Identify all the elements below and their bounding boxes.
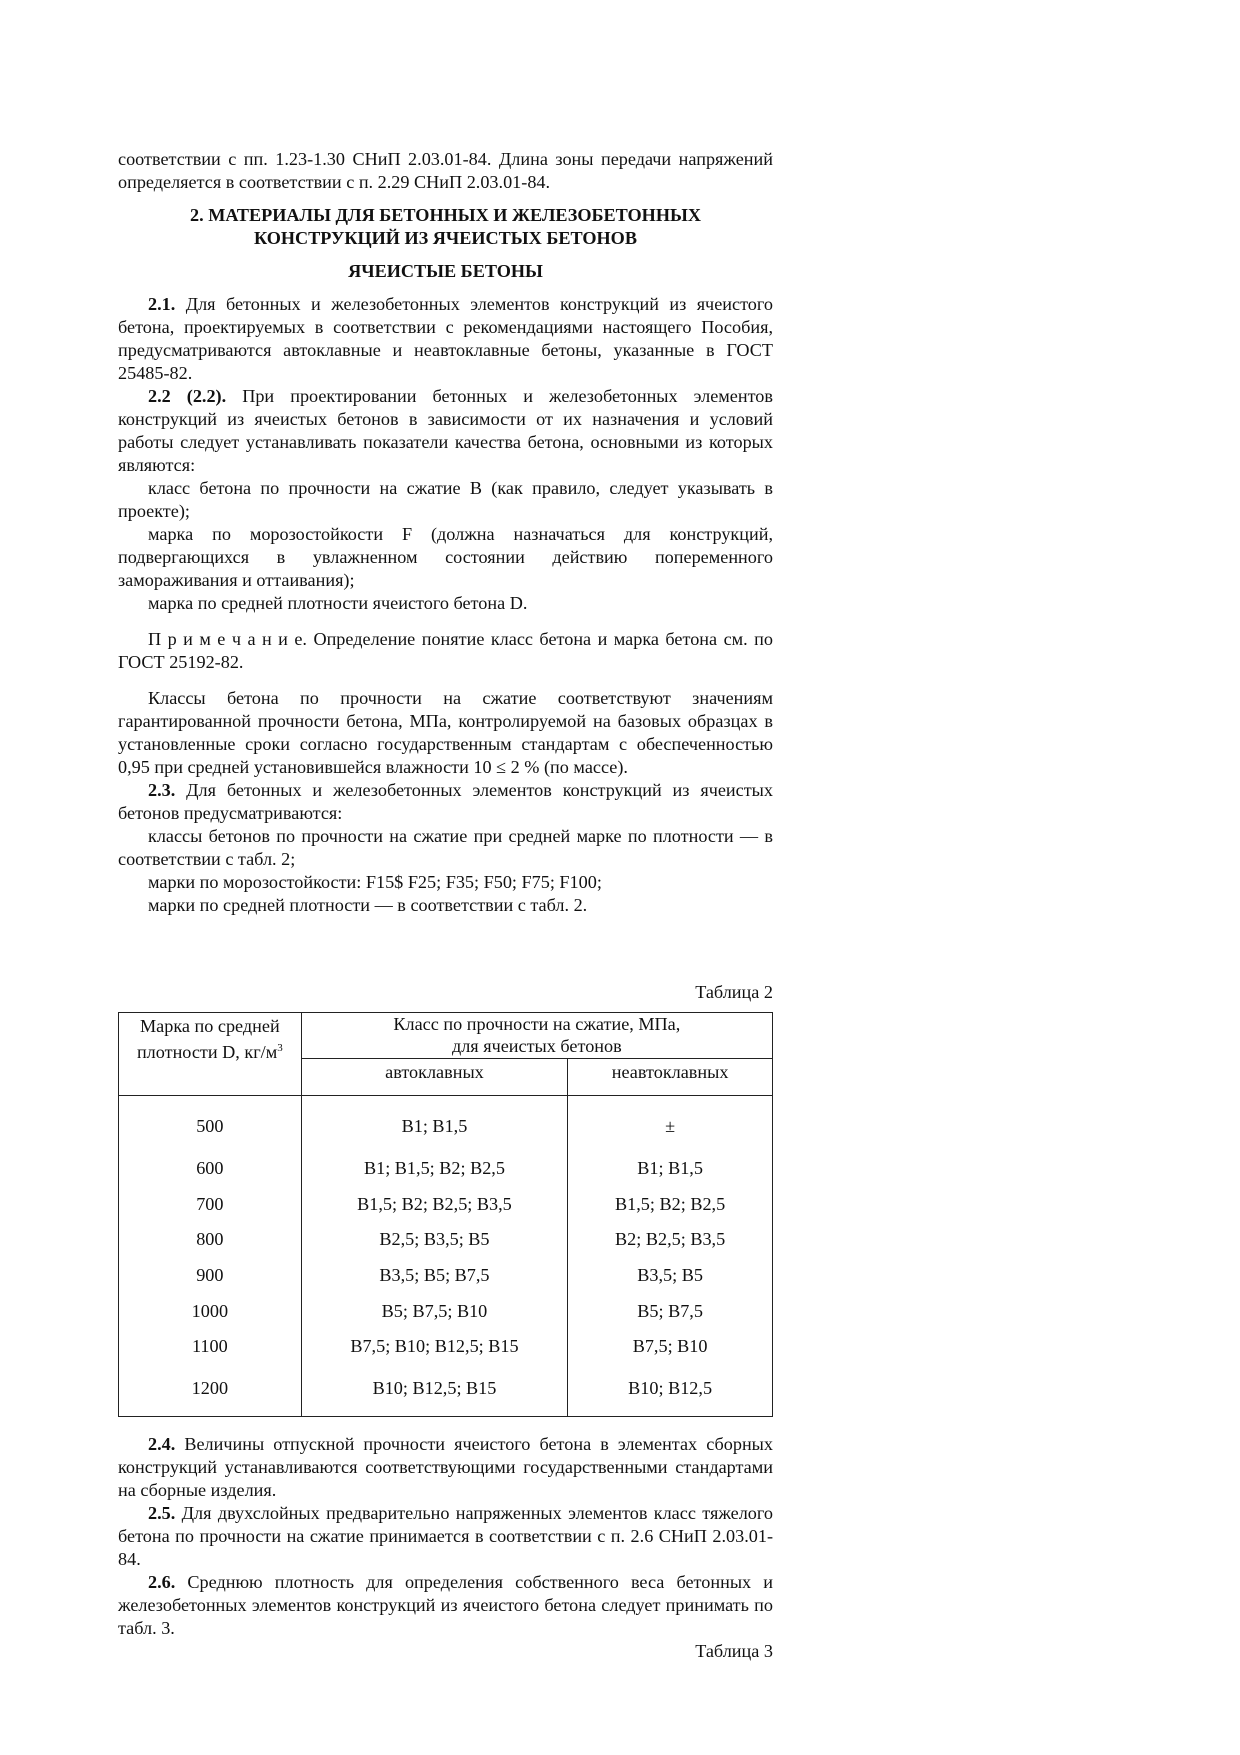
table-row xyxy=(119,1328,773,1364)
header-strength-class: Класс по прочности на сжатие, МПа, для ячеистых бетонов xyxy=(301,1013,772,1059)
header-density: Марка по средней плотности D, $кг/м^3$ xyxy=(119,1013,302,1096)
list-item: классы бетонов по прочности на сжатие при средней марке по плотности — в соответствии с табл. 2; xyxy=(118,826,773,869)
table-cell-d: 600 xyxy=(119,1150,302,1186)
list-item: класс бетона по прочности на сжатие В (как правило, следует указывать в проекте); xyxy=(118,478,773,521)
table-cell-nonauto: B7,5; B10 xyxy=(568,1328,773,1364)
table-row xyxy=(119,1150,773,1186)
table-cell-auto: B1; B1,5; B2; B2,5 xyxy=(301,1150,568,1186)
table-cell-nonauto: B3,5; B5 xyxy=(568,1257,773,1293)
paragraph-2-2: 2.2 (2.2). При проектировании бетонных и железобетонных элементов конструкций из ячеистых бетонов в зависимости от их назначения и условий работы следует устанавливать показатели качества бетона, основными из которых являются: xyxy=(118,386,773,475)
subsection-title: ЯЧЕИСТЫЕ БЕТОНЫ xyxy=(348,261,543,281)
intro-paragraph: соответствии с пп. 1.23-1.30 СНиП 2.03.01-84. Длина зоны передачи напряжений определяется в соответствии с п. 2.29 СНиП 2.03.01-84. xyxy=(118,149,773,192)
paragraph-2-1: 2.1. Для бетонных и железобетонных элементов конструкций из ячеистого бетона, проектируемых в соответствии с рекомендациями настоящего Пособия, предусматриваются автоклавные и неавтоклавные бетоны, указанные в ГОСТ 25485-82. xyxy=(118,294,773,383)
table-row xyxy=(119,1364,773,1417)
list-item: марка по средней плотности ячеистого бетона D. xyxy=(148,593,528,613)
table-cell-auto: B10; B12,5; B15 xyxy=(301,1364,568,1417)
table-cell-auto: B1,5; B2; B2,5; B3,5 xyxy=(301,1186,568,1222)
table3-caption: Таблица 3 xyxy=(695,1641,773,1662)
paragraph-2-3: 2.3. Для бетонных и железобетонных элементов конструкций из ячеистых бетонов предусматриваются: xyxy=(118,780,773,823)
table-cell-nonauto: B1,5; B2; B2,5 xyxy=(568,1186,773,1222)
table-cell-nonauto: B2; B2,5; B3,5 xyxy=(568,1221,773,1257)
section-title-line1: 2. МАТЕРИАЛЫ ДЛЯ БЕТОННЫХ И ЖЕЛЕЗОБЕТОННЫХ xyxy=(190,205,701,225)
paragraph-2-4: 2.4. Величины отпускной прочности ячеистого бетона в элементах сборных конструкций устанавливаются соответствующими государственными стандартами на сборные изделия. xyxy=(118,1434,773,1501)
table-cell-auto: B1; B1,5 xyxy=(301,1096,568,1151)
table-cell-d: 1100 xyxy=(119,1328,302,1364)
classes-paragraph: Классы бетона по прочности на сжатие соответствуют значениям гарантированной прочности бетона, МПа, контролируемой на базовых образцах в установленные сроки согласно государственным стандартам с обеспеченностью 0,95 при средней установившейся влажности 10 ≤ 2 % (по массе). xyxy=(118,688,773,777)
table-row xyxy=(119,1221,773,1257)
document-page xyxy=(118,148,773,1663)
section-title-line2: КОНСТРУКЦИЙ ИЗ ЯЧЕИСТЫХ БЕТОНОВ xyxy=(254,228,637,248)
note-paragraph: П р и м е ч а н и е. Определение понятие класс бетона и марка бетона см. по ГОСТ 25192-82. xyxy=(118,629,773,672)
paragraph-2-6: 2.6. Среднюю плотность для определения собственного веса бетонных и железобетонных элементов конструкций из ячеистого бетона следует принимать по табл. 3. xyxy=(118,1572,773,1639)
header-autoclave: автоклавных xyxy=(301,1058,568,1095)
paragraph-number: 2.1. xyxy=(148,294,176,314)
table-cell-nonauto: ± xyxy=(568,1096,773,1151)
table-cell-d: 800 xyxy=(119,1221,302,1257)
table-cell-nonauto: B5; B7,5 xyxy=(568,1293,773,1329)
table-cell-auto: B3,5; B5; B7,5 xyxy=(301,1257,568,1293)
table-cell-d: 500 xyxy=(119,1096,302,1151)
paragraph-2-5: 2.5. Для двухслойных предварительно напряженных элементов класс тяжелого бетона по прочности на сжатие принимается в соответствии с п. 2.6 СНиП 2.03.01-84. xyxy=(118,1503,773,1570)
table-cell-d: 1200 xyxy=(119,1364,302,1417)
paragraph-number: 2.6. xyxy=(148,1572,176,1593)
note-label: П р и м е ч а н и е. xyxy=(148,629,307,649)
table-cell-nonauto: B1; B1,5 xyxy=(568,1150,773,1186)
table-row xyxy=(119,1186,773,1222)
paragraph-number: 2.2 (2.2). xyxy=(148,386,227,406)
table-2 xyxy=(118,1012,773,1417)
table-row xyxy=(119,1257,773,1293)
paragraph-number: 2.5. xyxy=(148,1503,176,1524)
table2-caption: Таблица 2 xyxy=(695,982,773,1002)
table-cell-nonauto: B10; B12,5 xyxy=(568,1364,773,1417)
header-non-autoclave: неавтоклавных xyxy=(568,1058,773,1095)
table-cell-d: 700 xyxy=(119,1186,302,1222)
table-cell-d: 1000 xyxy=(119,1293,302,1329)
section-title xyxy=(118,204,773,250)
table-cell-auto: B2,5; B3,5; B5 xyxy=(301,1221,568,1257)
table-cell-auto: B7,5; B10; B12,5; B15 xyxy=(301,1328,568,1364)
table-row xyxy=(119,1096,773,1151)
table-row xyxy=(119,1293,773,1329)
table-cell-auto: B5; B7,5; B10 xyxy=(301,1293,568,1329)
list-item: марка по морозостойкости F (должна назначаться для конструкций, подвергающихся в увлажненном состоянии действию попеременного замораживания и оттаивания); xyxy=(118,524,773,590)
list-item: марки по средней плотности — в соответствии с табл. 2. xyxy=(148,895,588,915)
table-cell-d: 900 xyxy=(119,1257,302,1293)
list-item: марки по морозостойкости: F15$ F25; F35; F50; F75; F100; xyxy=(148,872,602,892)
paragraph-number: 2.3. xyxy=(148,780,176,800)
paragraph-number: 2.4. xyxy=(148,1434,176,1455)
